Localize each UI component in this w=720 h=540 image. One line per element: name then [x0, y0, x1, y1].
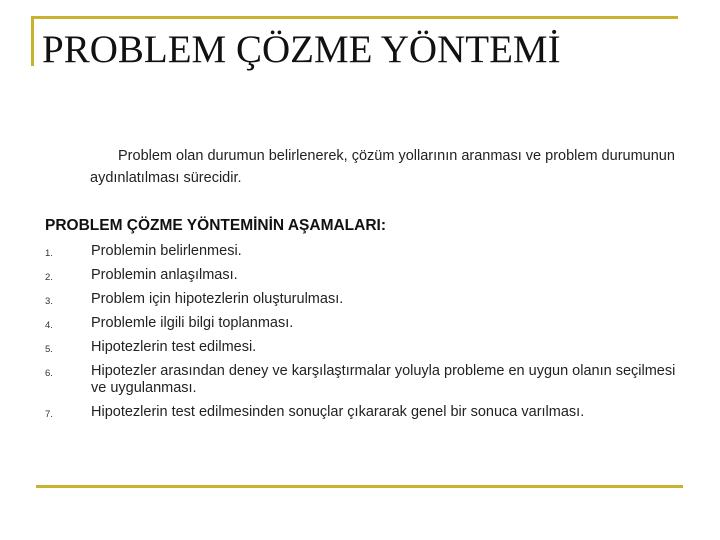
- step-number: 3.: [45, 296, 53, 307]
- list-item: [45, 291, 685, 308]
- slide-title: PROBLEM ÇÖZME YÖNTEMİ: [42, 28, 561, 71]
- list-item: [45, 267, 685, 284]
- step-text: Problemin belirlenmesi.: [91, 243, 242, 259]
- list-item: [45, 339, 685, 356]
- steps-list: [45, 243, 685, 428]
- step-text: Problemin anlaşılması.: [91, 267, 238, 283]
- intro-paragraph: Problem olan durumun belirlenerek, çözüm yollarının aranması ve problem durumunun aydınlatılması sürecidir.: [90, 148, 675, 186]
- bottom-rule: [36, 485, 683, 488]
- left-frame-rule: [31, 16, 34, 66]
- list-item: [45, 404, 685, 421]
- list-item: [45, 363, 685, 397]
- step-number: 5.: [45, 344, 53, 355]
- list-item: [45, 243, 685, 260]
- section-heading: PROBLEM ÇÖZME YÖNTEMİNİN AŞAMALARI:: [45, 217, 386, 234]
- step-text: Problemle ilgili bilgi toplanması.: [91, 315, 294, 331]
- step-number: 7.: [45, 409, 53, 420]
- top-frame-rule: [31, 16, 678, 19]
- step-number: 6.: [45, 368, 53, 379]
- step-text: Hipotezlerin test edilmesinden sonuçlar çıkararak genel bir sonuca varılması.: [91, 404, 585, 420]
- step-number: 1.: [45, 248, 53, 259]
- step-text: Problem için hipotezlerin oluşturulması.: [91, 291, 344, 307]
- step-text: Hipotezler arasından deney ve karşılaştırmalar yoluyla probleme en uygun olanın seçilmesi ve uygulanması.: [91, 363, 676, 396]
- step-number: 4.: [45, 320, 53, 331]
- list-item: [45, 315, 685, 332]
- step-number: 2.: [45, 272, 53, 283]
- step-text: Hipotezlerin test edilmesi.: [91, 339, 257, 355]
